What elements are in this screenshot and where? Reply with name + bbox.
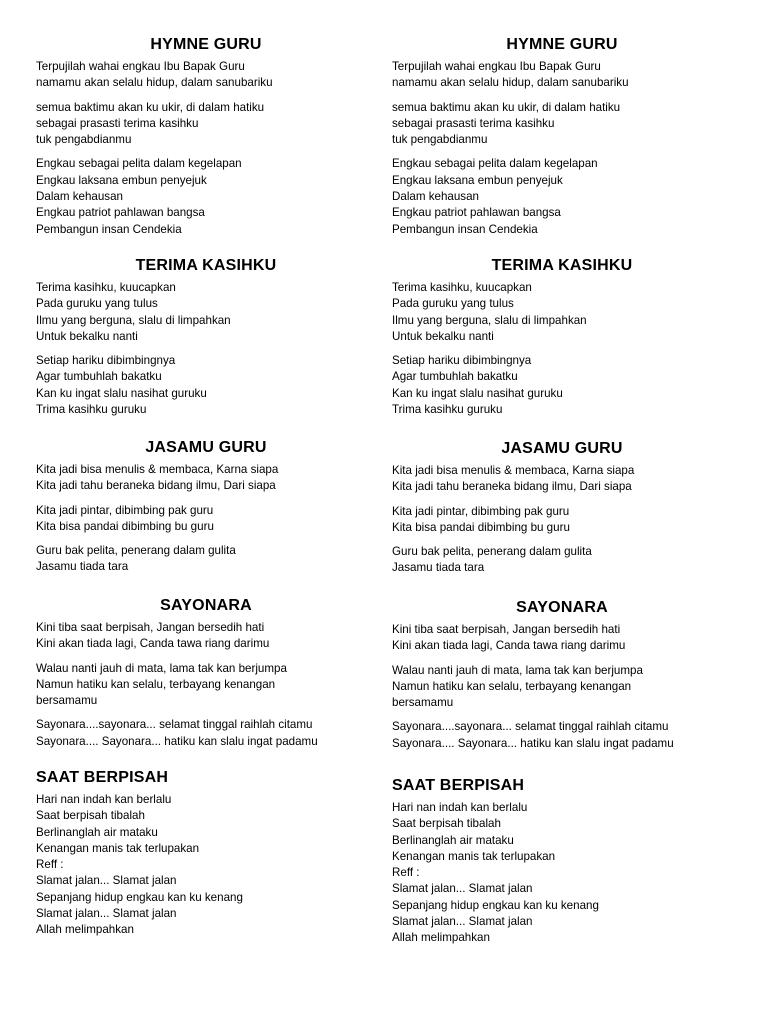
lyric-line: Jasamu tiada tara (392, 561, 485, 575)
song-title: TERIMA KASIHKU (135, 257, 277, 274)
stanza (392, 622, 732, 655)
lyric-line: Engkau laksana embun penyejuk (392, 173, 563, 187)
lyric-line: Kita jadi bisa menulis & membaca, Karna siapa (392, 464, 635, 477)
lyric-line: Engkau sebagai pelita dalam kegelapan (36, 157, 242, 171)
lyric-line: Trima kasihku guruku (392, 403, 503, 417)
song-title: SAAT BERPISAH (36, 769, 169, 786)
lyric-line: Saat berpisah tibalah (36, 809, 145, 823)
song-saat-berpisah (36, 768, 376, 947)
lyric-line: Kita jadi pintar, dibimbing pak guru (392, 504, 570, 518)
lyric-line: bersamamu (392, 696, 454, 710)
lyric-line: Berlinanglah air mataku (392, 833, 514, 847)
lyric-line: Pada guruku yang tulus (392, 297, 514, 311)
lyric-line: Kini tiba saat berpisah, Jangan bersedih hati (36, 621, 265, 634)
lyric-line: Agar tumbuhlah bakatku (36, 370, 162, 384)
song-title: SAAT BERPISAH (392, 777, 525, 794)
song-sayonara (36, 596, 376, 758)
lyric-line: Walau nanti jauh di mata, lama tak kan berjumpa (392, 663, 643, 677)
lyric-line: sebagai prasasti terima kasihku (36, 116, 199, 130)
lyric-line: Trima kasihku guruku (36, 403, 147, 417)
lyric-line: Namun hatiku kan selalu, terbayang kenangan (392, 679, 632, 693)
stanza (36, 717, 376, 750)
stanza (392, 280, 732, 345)
stanza (36, 280, 376, 345)
lyric-line: sebagai prasasti terima kasihku (392, 116, 555, 130)
stanza (36, 100, 376, 149)
lyric-line: Kita jadi tahu beraneka bidang ilmu, Dari siapa (392, 480, 632, 494)
stanza (392, 544, 732, 577)
stanza (392, 504, 732, 537)
lyric-line: Kini akan tiada lagi, Canda tawa riang darimu (36, 637, 270, 651)
song-saat-berpisah (392, 776, 732, 955)
left-column (36, 0, 376, 1024)
song-title: JASAMU GURU (145, 439, 267, 456)
song-title: SAYONARA (516, 599, 608, 616)
lyric-line: Sepanjang hidup engkau kan ku kenang (392, 898, 599, 912)
stanza (392, 663, 732, 712)
stanza (392, 800, 732, 947)
lyric-line: Kan ku ingat slalu nasihat guruku (36, 386, 207, 400)
lyric-line: Terpujilah wahai engkau Ibu Bapak Guru (36, 60, 245, 73)
lyric-line: Kita bisa pandai dibimbing bu guru (36, 519, 214, 533)
lyric-line: Kini akan tiada lagi, Canda tawa riang darimu (392, 639, 626, 653)
lyric-line: Kini tiba saat berpisah, Jangan bersedih hati (392, 623, 621, 636)
lyric-line: Untuk bekalku nanti (36, 329, 138, 343)
lyric-line: Sayonara....sayonara... selamat tinggal raihlah citamu (36, 718, 313, 732)
lyric-line: Kenangan manis tak terlupakan (36, 841, 200, 855)
stanza (36, 661, 376, 710)
lyric-line: Setiap hariku dibimbingnya (36, 354, 176, 368)
lyric-line: Sayonara.... Sayonara... hatiku kan slalu ingat padamu (36, 734, 318, 748)
lyric-line: Dalam kehausan (392, 190, 480, 204)
lyric-line: Reff : (392, 866, 420, 880)
song-title: TERIMA KASIHKU (491, 257, 633, 274)
lyric-line: Engkau patriot pahlawan bangsa (36, 206, 205, 220)
song-terima-kasihku (36, 256, 376, 426)
lyric-line: Kita bisa pandai dibimbing bu guru (392, 520, 570, 534)
lyric-line: Walau nanti jauh di mata, lama tak kan berjumpa (36, 661, 287, 675)
stanza (36, 503, 376, 536)
lyric-line: Dalam kehausan (36, 190, 124, 204)
song-terima-kasihku (392, 256, 732, 426)
stanza (36, 59, 376, 92)
lyric-line: Sepanjang hidup engkau kan ku kenang (36, 890, 243, 904)
song-title: JASAMU GURU (501, 440, 623, 457)
lyric-line: Slamat jalan... Slamat jalan (36, 874, 177, 888)
lyric-line: Slamat jalan... Slamat jalan (392, 882, 533, 896)
lyric-line: namamu akan selalu hidup, dalam sanubariku (36, 76, 273, 90)
lyric-line: Kan ku ingat slalu nasihat guruku (392, 386, 563, 400)
song-jasamu-guru (392, 439, 732, 585)
lyric-line: Terpujilah wahai engkau Ibu Bapak Guru (392, 60, 601, 73)
lyric-line: Allah melimpahkan (392, 931, 490, 945)
song-sayonara (392, 598, 732, 760)
lyric-line: Kita jadi tahu beraneka bidang ilmu, Dari siapa (36, 479, 276, 493)
lyric-line: Saat berpisah tibalah (392, 817, 501, 831)
stanza (36, 620, 376, 653)
lyric-line: Ilmu yang berguna, slalu di limpahkan (36, 313, 231, 327)
lyric-line: Namun hatiku kan selalu, terbayang kenangan (36, 677, 276, 691)
lyric-line: bersamamu (36, 694, 98, 708)
stanza (36, 156, 376, 237)
song-title: SAYONARA (160, 597, 252, 614)
lyric-line: Kenangan manis tak terlupakan (392, 849, 556, 863)
lyric-line: Sayonara.... Sayonara... hatiku kan slalu ingat padamu (392, 736, 674, 750)
lyric-line: Berlinanglah air mataku (36, 825, 158, 839)
song-jasamu-guru (36, 438, 376, 584)
lyric-line: Slamat jalan... Slamat jalan (36, 907, 177, 921)
lyric-line: Slamat jalan... Slamat jalan (392, 915, 533, 929)
lyric-line: Jasamu tiada tara (36, 560, 129, 574)
lyric-line: Engkau sebagai pelita dalam kegelapan (392, 157, 598, 171)
lyric-line: tuk pengabdianmu (36, 133, 132, 147)
lyric-line: Pada guruku yang tulus (36, 297, 158, 311)
stanza (36, 353, 376, 418)
lyric-line: Pembangun insan Cendekia (36, 222, 182, 236)
lyric-line: namamu akan selalu hidup, dalam sanubariku (392, 76, 629, 90)
song-title: HYMNE GURU (150, 36, 262, 53)
lyric-line: Engkau laksana embun penyejuk (36, 173, 207, 187)
lyric-line: Setiap hariku dibimbingnya (392, 354, 532, 368)
right-column (392, 0, 732, 1024)
song-hymne-guru (36, 35, 376, 246)
stanza (36, 543, 376, 576)
lyric-line: Kita jadi bisa menulis & membaca, Karna siapa (36, 463, 279, 476)
stanza (392, 59, 732, 92)
lyric-line: semua baktimu akan ku ukir, di dalam hatiku (36, 100, 265, 114)
lyric-line: Sayonara....sayonara... selamat tinggal raihlah citamu (392, 720, 669, 734)
lyric-line: tuk pengabdianmu (392, 133, 488, 147)
song-title: HYMNE GURU (506, 36, 618, 53)
lyric-line: Hari nan indah kan berlalu (36, 793, 172, 806)
stanza (392, 100, 732, 149)
stanza (392, 463, 732, 496)
lyric-line: Terima kasihku, kuucapkan (36, 281, 176, 294)
stanza (392, 156, 732, 237)
lyric-line: Guru bak pelita, penerang dalam gulita (392, 545, 592, 559)
song-hymne-guru (392, 35, 732, 246)
stanza (36, 462, 376, 495)
lyric-line: Ilmu yang berguna, slalu di limpahkan (392, 313, 587, 327)
lyric-line: Kita jadi pintar, dibimbing pak guru (36, 503, 214, 517)
lyric-line: Reff : (36, 858, 64, 872)
lyric-line: Pembangun insan Cendekia (392, 222, 538, 236)
lyric-line: Hari nan indah kan berlalu (392, 801, 528, 814)
lyric-line: Allah melimpahkan (36, 923, 134, 937)
lyric-line: Guru bak pelita, penerang dalam gulita (36, 544, 236, 558)
lyric-line: Agar tumbuhlah bakatku (392, 370, 518, 384)
stanza (392, 719, 732, 752)
stanza (36, 792, 376, 939)
lyric-line: Untuk bekalku nanti (392, 329, 494, 343)
stanza (392, 353, 732, 418)
lyric-line: Engkau patriot pahlawan bangsa (392, 206, 561, 220)
lyric-line: Terima kasihku, kuucapkan (392, 281, 532, 294)
lyric-line: semua baktimu akan ku ukir, di dalam hatiku (392, 100, 621, 114)
